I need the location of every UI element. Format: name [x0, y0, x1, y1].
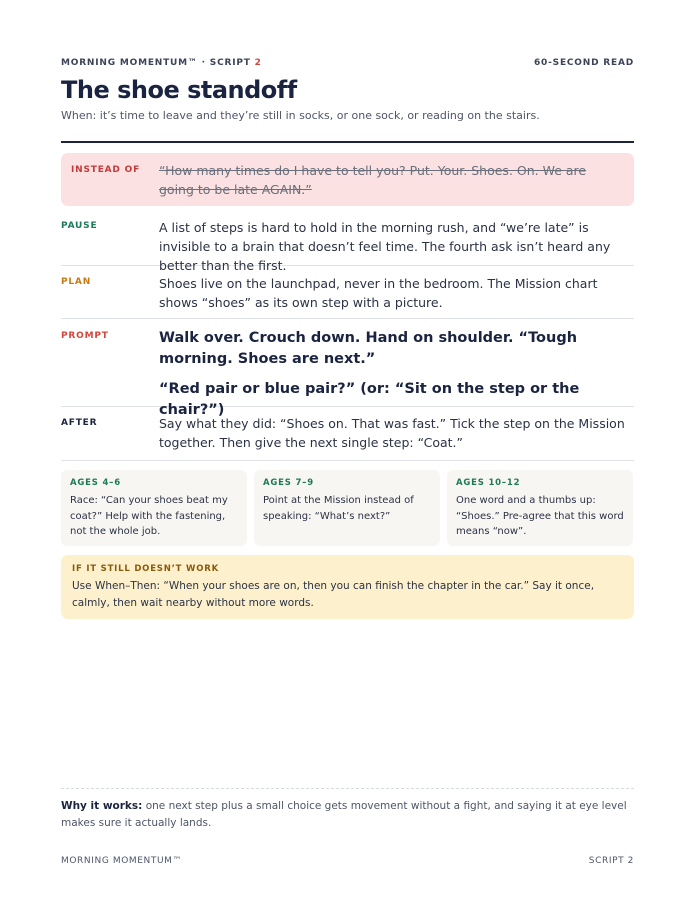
series-name: MORNING MOMENTUM™ · SCRIPT — [61, 58, 251, 68]
age-card-4-6 — [61, 470, 247, 546]
after-row — [61, 407, 634, 461]
footer-divider — [61, 788, 634, 789]
age-card-heading: AGES 7–9 — [263, 478, 314, 488]
fallback-callout — [61, 555, 634, 619]
instead-of-row — [61, 153, 634, 206]
script-number: 2 — [254, 58, 262, 68]
fallback-body: Use When–Then: “When your shoes are on, then you can finish the chapter in the car.” Say it once, calmly, then wait nearby without more words. — [72, 580, 595, 609]
age-card-7-9 — [254, 470, 440, 546]
fallback-heading: IF IT STILL DOESN’T WORK — [72, 564, 219, 574]
prompt-row — [61, 319, 634, 418]
age-card-body: Point at the Mission instead of speaking: “What’s next?” — [263, 495, 414, 522]
pause-row — [61, 212, 634, 273]
after-text: Say what they did: “Shoes on. That was fast.” Tick the step on the Mission together. Then give the next single step: “Coat.” — [159, 416, 625, 450]
instead-of-text: “How many times do I have to tell you? Put. Your. Shoes. On. We are going to be late AGAIN.” — [159, 163, 587, 197]
after-label: AFTER — [61, 418, 98, 428]
age-card-heading: AGES 10–12 — [456, 478, 521, 488]
why-it-works-lead: Why it works: — [61, 800, 143, 812]
pause-text: A list of steps is hard to hold in the morning rush, and “we’re late” is invisible to a brain that doesn’t feel time. The fourth ask isn’t heard any better than the first. — [159, 220, 611, 273]
age-card-body: One word and a thumbs up: “Shoes.” Pre-agree that this word means “now”. — [456, 495, 624, 537]
why-it-works-text: one next step plus a small choice gets movement without a fight, and saying it at eye level makes sure it actually lands. — [61, 800, 627, 829]
top-bar — [61, 58, 634, 70]
instead-of-label: INSTEAD OF — [71, 165, 141, 175]
plan-text: Shoes live on the launchpad, never in the bedroom. The Mission chart shows “shoes” as its own step with a picture. — [159, 276, 598, 310]
page-title: The shoe standoff — [61, 76, 297, 104]
pause-label: PAUSE — [61, 221, 98, 231]
footer-script-number: SCRIPT 2 — [588, 856, 634, 866]
age-card-body: Race: “Can your shoes beat my coat?” Help with the fastening, not the whole job. — [70, 495, 228, 537]
plan-label: PLAN — [61, 277, 92, 287]
read-time: 60-SECOND READ — [534, 58, 634, 68]
age-variants — [61, 470, 634, 546]
page-subtitle: When: it’s time to leave and they’re still in socks, or one sock, or reading on the stairs. — [61, 109, 540, 122]
prompt-line-2: “Red pair or blue pair?” (or: “Sit on the step or the chair?”) — [159, 381, 580, 418]
page-footer — [61, 856, 634, 868]
why-it-works — [61, 798, 634, 832]
age-card-10-12 — [447, 470, 633, 546]
prompt-label: PROMPT — [61, 331, 109, 341]
prompt-line-1: Walk over. Crouch down. Hand on shoulder. “Tough morning. Shoes are next.” — [159, 330, 578, 367]
footer-brand: MORNING MOMENTUM™ — [61, 856, 183, 866]
title-divider — [61, 141, 634, 143]
plan-row — [61, 266, 634, 319]
script-page — [61, 0, 634, 900]
age-card-heading: AGES 4–6 — [70, 478, 121, 488]
series-label — [61, 58, 262, 68]
